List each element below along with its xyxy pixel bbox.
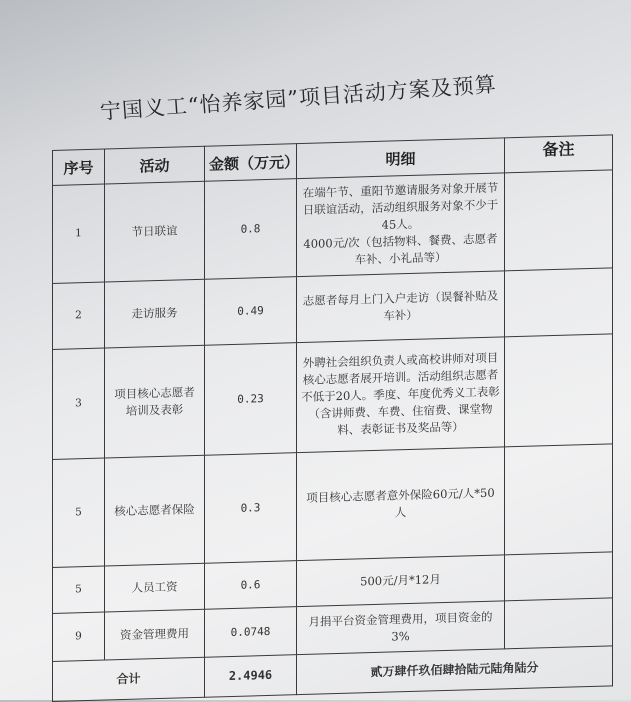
- header-amount: 金额（万元）: [205, 144, 297, 182]
- row-index: 9: [53, 612, 105, 661]
- row-detail: 500元/月*12月: [297, 555, 505, 607]
- row-remark: [505, 598, 613, 649]
- table-row: [53, 334, 613, 460]
- row-amount: 0.3: [205, 453, 297, 564]
- header-detail: 明细: [297, 138, 505, 179]
- row-detail: 志愿者每月上门入户走访（误餐补贴及车补）: [297, 271, 505, 343]
- row-remark: [505, 170, 613, 271]
- row-index: 5: [53, 458, 105, 567]
- budget-sheet: [52, 134, 612, 702]
- row-activity: 核心志愿者保险: [105, 455, 205, 566]
- total-amount: 2.4946: [205, 655, 297, 698]
- row-amount: 0.8: [205, 179, 297, 280]
- row-detail: [297, 173, 505, 277]
- row-detail: 月捐平台资金管理费用，项目资金的3%: [297, 601, 505, 655]
- row-index: 3: [53, 348, 105, 459]
- row-remark: [505, 268, 613, 337]
- row-remark: [505, 334, 613, 447]
- row-index: 1: [53, 184, 105, 283]
- row-amount: 0.6: [205, 561, 297, 610]
- row-detail-text: 4000元/次（包括物料、餐费、志愿者车补、小礼品等）: [303, 231, 498, 267]
- header-activity: 活动: [105, 146, 205, 184]
- row-detail: 项目核心志愿者意外保险60元/人*50人: [297, 447, 505, 561]
- row-remark: [505, 444, 613, 555]
- row-activity: 项目核心志愿者培训及表彰: [105, 345, 205, 458]
- row-activity: 节日联谊: [105, 181, 205, 282]
- header-index: 序号: [53, 149, 105, 185]
- page-title: 宁国义工“怡养家园”项目活动方案及预算: [99, 72, 498, 124]
- header-remark: 备注: [505, 135, 613, 173]
- row-detail: 外聘社会组织负责人或高校讲师对项目核心志愿者展开培训。活动组织志愿者不低于20人。季度、年度优秀义工表彰（含讲师费、车费、住宿费、课堂物料、表彰证书及奖品等）: [297, 337, 505, 453]
- row-index: 2: [53, 282, 105, 349]
- row-detail-text: 在端午节、重阳节邀请服务对象开展节日联谊活动，活动组织服务对象不少于45人。: [302, 180, 499, 232]
- row-activity: 资金管理费用: [105, 609, 205, 660]
- row-remark: [505, 552, 613, 601]
- total-in-words: 贰万肆仟玖佰肆拾陆元陆角陆分: [297, 646, 613, 695]
- budget-table: [52, 134, 613, 702]
- row-amount: 0.49: [205, 277, 297, 346]
- table-row: [53, 170, 613, 284]
- table-row: [53, 444, 613, 568]
- row-index: 5: [53, 566, 105, 613]
- row-activity: 走访服务: [105, 279, 205, 348]
- row-activity: 人员工资: [105, 563, 205, 612]
- total-label: 合计: [53, 657, 205, 701]
- row-amount: 0.0748: [205, 607, 297, 658]
- row-amount: 0.23: [205, 343, 297, 456]
